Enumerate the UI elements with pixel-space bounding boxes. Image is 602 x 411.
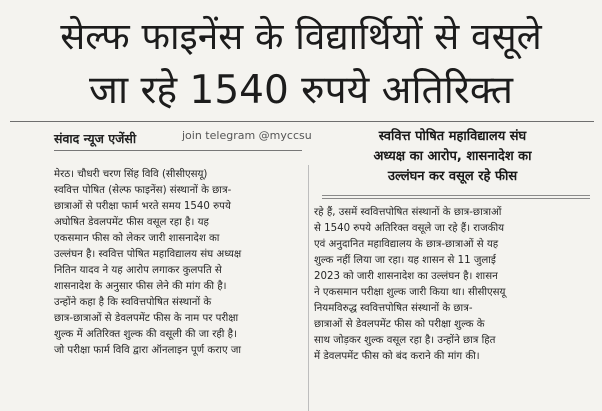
- article-line: अघोषित डेवलपमेंट फीस वसूल रहा है। यह: [54, 217, 209, 228]
- article-left-column: [54, 167, 304, 359]
- headline-line-1: सेल्फ फाइनेंस के विद्यार्थियों से वसूले: [60, 15, 542, 58]
- article-line: रहे हैं, उसमें स्ववित्तपोषित संस्थानों के छात्र-छात्राओं: [314, 207, 502, 218]
- article-line: छात्राओं से डेवलपमेंट फीस को परीक्षा शुल्क के: [314, 319, 485, 330]
- article-line: उन्होंने कहा है कि स्ववित्तपोषित संस्थानों के: [54, 297, 212, 308]
- article-line: उल्लंघन है। स्ववित्त पोषित महाविद्यालय संघ अध्यक्ष: [54, 249, 242, 260]
- byline: संवाद न्यूज एजेंसी: [54, 131, 137, 146]
- article-line: एकसमान फीस को लेकर जारी शासनादेश का: [54, 233, 220, 244]
- article-line: छात्राओं से परीक्षा फार्म भरते समय 1540 रुपये: [54, 201, 231, 212]
- subheadline-rule-2: [322, 198, 590, 199]
- telegram-tag: join telegram @myccsu: [182, 129, 312, 142]
- article-line: जो परीक्षा फार्म विवि द्वारा ऑनलाइन पूर्ण कराए जा: [54, 345, 242, 356]
- article-line: से 1540 रुपये अतिरिक्त वसूले जा रहे हैं। राजकीय: [314, 223, 505, 234]
- article-line: स्ववित्त पोषित (सेल्फ फाइनेंस) संस्थानों के छात्र-: [54, 185, 232, 196]
- article-line: शासनादेश के अनुसार फीस लेने की मांग की है।: [54, 281, 227, 292]
- headline-line-2: जा रहे 1540 रुपये अतिरिक्त: [89, 68, 513, 113]
- subheadline-line-2: अध्यक्ष का आरोप, शासनादेश का: [373, 149, 532, 164]
- subheadline: [320, 127, 585, 187]
- article-line: शुल्क नहीं लिया जा रहा। यह शासन से 11 जुलाई: [314, 255, 496, 266]
- headline-rule: [10, 121, 594, 122]
- article-line: 2023 को जारी शासनादेश का उल्लंघन है। शासन: [314, 271, 498, 282]
- article-line: ने एकसमान परीक्षा शुल्क जारी किया था। सीसीएसयू: [314, 287, 506, 298]
- byline-underline: [54, 150, 302, 151]
- article-line: साथ जोड़कर शुल्क वसूल रहा है। उन्होंने छात्र हित: [314, 335, 496, 346]
- article-right-column: [314, 205, 586, 365]
- article-line: नितिन यादव ने यह आरोप लगाकर कुलपति से: [54, 265, 222, 276]
- subheadline-line-1: स्ववित्त पोषित महाविद्यालय संघ: [378, 129, 527, 144]
- article-line: छात्र-छात्राओं से डेवलपमेंट फीस के नाम पर परीक्षा: [54, 313, 239, 324]
- subheadline-line-3: उल्लंघन कर वसूल रहे फीस: [387, 169, 518, 184]
- article-line: एवं अनुदानित महाविद्यालय के छात्र-छात्राओं से यह: [314, 239, 499, 250]
- article-line: शुल्क में अतिरिक्त शुल्क की वसूली की जा रही है।: [54, 329, 237, 340]
- article-line: मेरठ। चौधरी चरण सिंह विवि (सीसीएसयू): [54, 169, 208, 180]
- subheadline-rule: [322, 195, 590, 196]
- column-divider: [308, 165, 309, 411]
- article-line: नियमविरुद्ध स्ववित्तपोषित संस्थानों के छात्र-: [314, 303, 473, 314]
- article-line: में डेवलपमेंट फीस को बंद कराने की मांग की।: [314, 351, 480, 362]
